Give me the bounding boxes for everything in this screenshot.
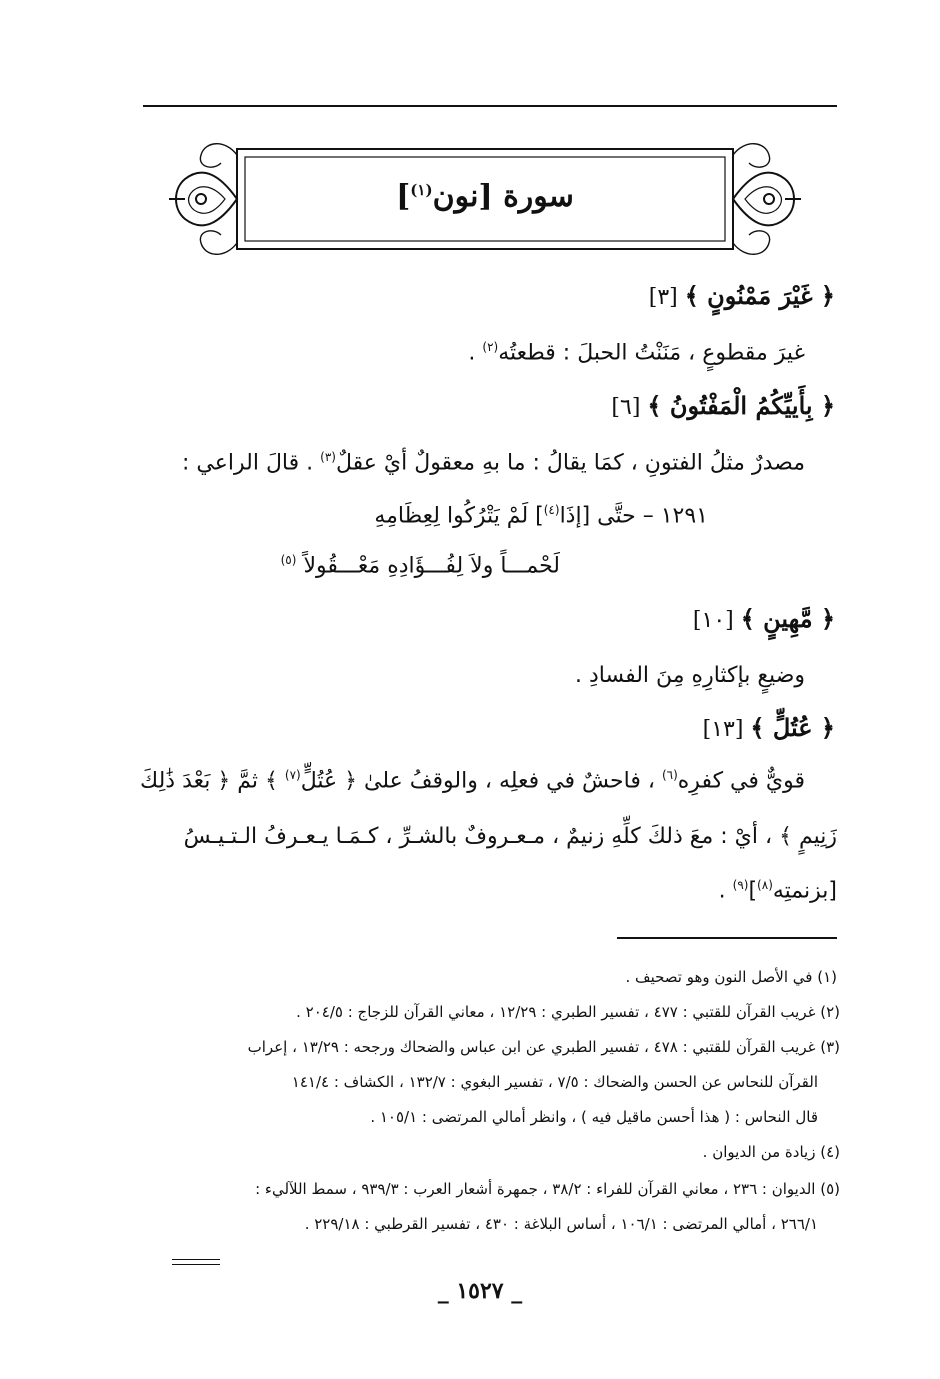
surah-title: سورة [نون$^{(١)}$] — [396, 179, 574, 214]
footnote-4: (٤) زيادة من الديوان . — [702, 1143, 840, 1161]
gloss-line-6: [بزنمتِه$^{(٨)}$]$^{(٩)}$ . — [718, 878, 837, 904]
gloss-line-3: وضيعٍ بإكثارِهِ مِنَ الفسادِ . — [574, 663, 805, 688]
footnote-3: (٣) غريب القرآن للقتبي : ٤٧٨ ، تفسير الطبري عن ابن عباس والضحاك ورجحه : ١٣/٢٩ ، إعراب — [247, 1038, 840, 1056]
surah-banner — [165, 135, 805, 270]
header-rule — [143, 105, 837, 107]
gloss-line-2: مصدرٌ مثلُ الفتونِ ، كمَا يقالُ : ما بهِ معقولٌ أيْ عقلٌ$^{(٣)}$ . قالَ الراعي : — [182, 450, 805, 476]
entry-ghayr-mamnun: ﴿ غَيْرَ مَمْنُونٍ ﴾ [٣] — [648, 281, 835, 310]
footnote-5-cont: ٢٦٦/١ ، أمالي المرتضى : ١٠٦/١ ، أساس البلاغة : ٤٣٠ ، تفسير القرطبي : ٢٢٩/١٨ . — [304, 1215, 818, 1233]
gloss-line-5: زَنِيمٍ ﴾ ، أيْ : معَ ذلكَ كلِّهِ زنيمٌ ، مـعـروفٌ بالشـرِّ ، كـمَـا يـعـرفُ الـتـيـسُ — [183, 824, 837, 849]
footnote-3-cont-2: قال النحاس : ( هذا أحسن ماقيل فيه ) ، وانظر أمالي المرتضى : ١٠٥/١ . — [370, 1108, 818, 1126]
poem-line-2: لَحْمـــاً ولاَ لِفُـــؤَادِهِ مَعْـــقُولاً $^{(٥)}$ — [280, 553, 560, 579]
footnote-1: (١) في الأصل النون وهو تصحيف . — [625, 968, 837, 986]
end-rule-top — [172, 1259, 220, 1260]
gloss-line-1: غيرَ مقطوعٍ ، مَنَنْتُ الحبلَ : قطعتُه$^{(٢)}$ . — [468, 340, 805, 366]
footnote-5: (٥) الديوان : ٢٣٦ ، معاني القرآن للفراء : ٣٨/٢ ، جمهرة أشعار العرب : ٩٣٩/٣ ، سمط اللآليء : — [255, 1180, 840, 1198]
entry-utul: ﴿ عُتُلٍّ ﴾ [١٣] — [702, 713, 835, 742]
gloss-line-4: قويٌّ في كفرِه$^{(٦)}$ ، فاحشٌ في فعلِه ، والوقفُ علىٰ ﴿ عُتُلٍّ$^{(٧)}$ ﴾ ثمَّ ﴿ بَعْدَ ذَٰلِكَ — [140, 768, 805, 794]
poem-line-1: ١٢٩١ – حتَّى [إذَا$^{(٤)}$] لَمْ يَتْرُكُوا لِعِظَامِهِ — [374, 503, 708, 529]
entry-maftun: ﴿ بِأَييِّكُمُ الْمَفْتُونُ ﴾ [٦] — [611, 391, 835, 420]
page-number: _ ١٥٢٧ _ — [437, 1278, 523, 1304]
footnote-2: (٢) غريب القرآن للقتبي : ٤٧٧ ، تفسير الطبري : ١٢/٢٩ ، معاني القرآن للزجاج : ٢٠٤/٥ . — [296, 1003, 840, 1021]
footnote-3-cont-1: القرآن للنحاس عن الحسن والضحاك : ٧/٥ ، تفسير البغوي : ١٣٢/٧ ، الكشاف : ١٤١/٤ — [291, 1073, 818, 1091]
entry-mahin: ﴿ مَّهِينٍ ﴾ [١٠] — [692, 604, 835, 633]
footnote-rule — [617, 937, 837, 939]
end-rule-bottom — [172, 1264, 220, 1265]
